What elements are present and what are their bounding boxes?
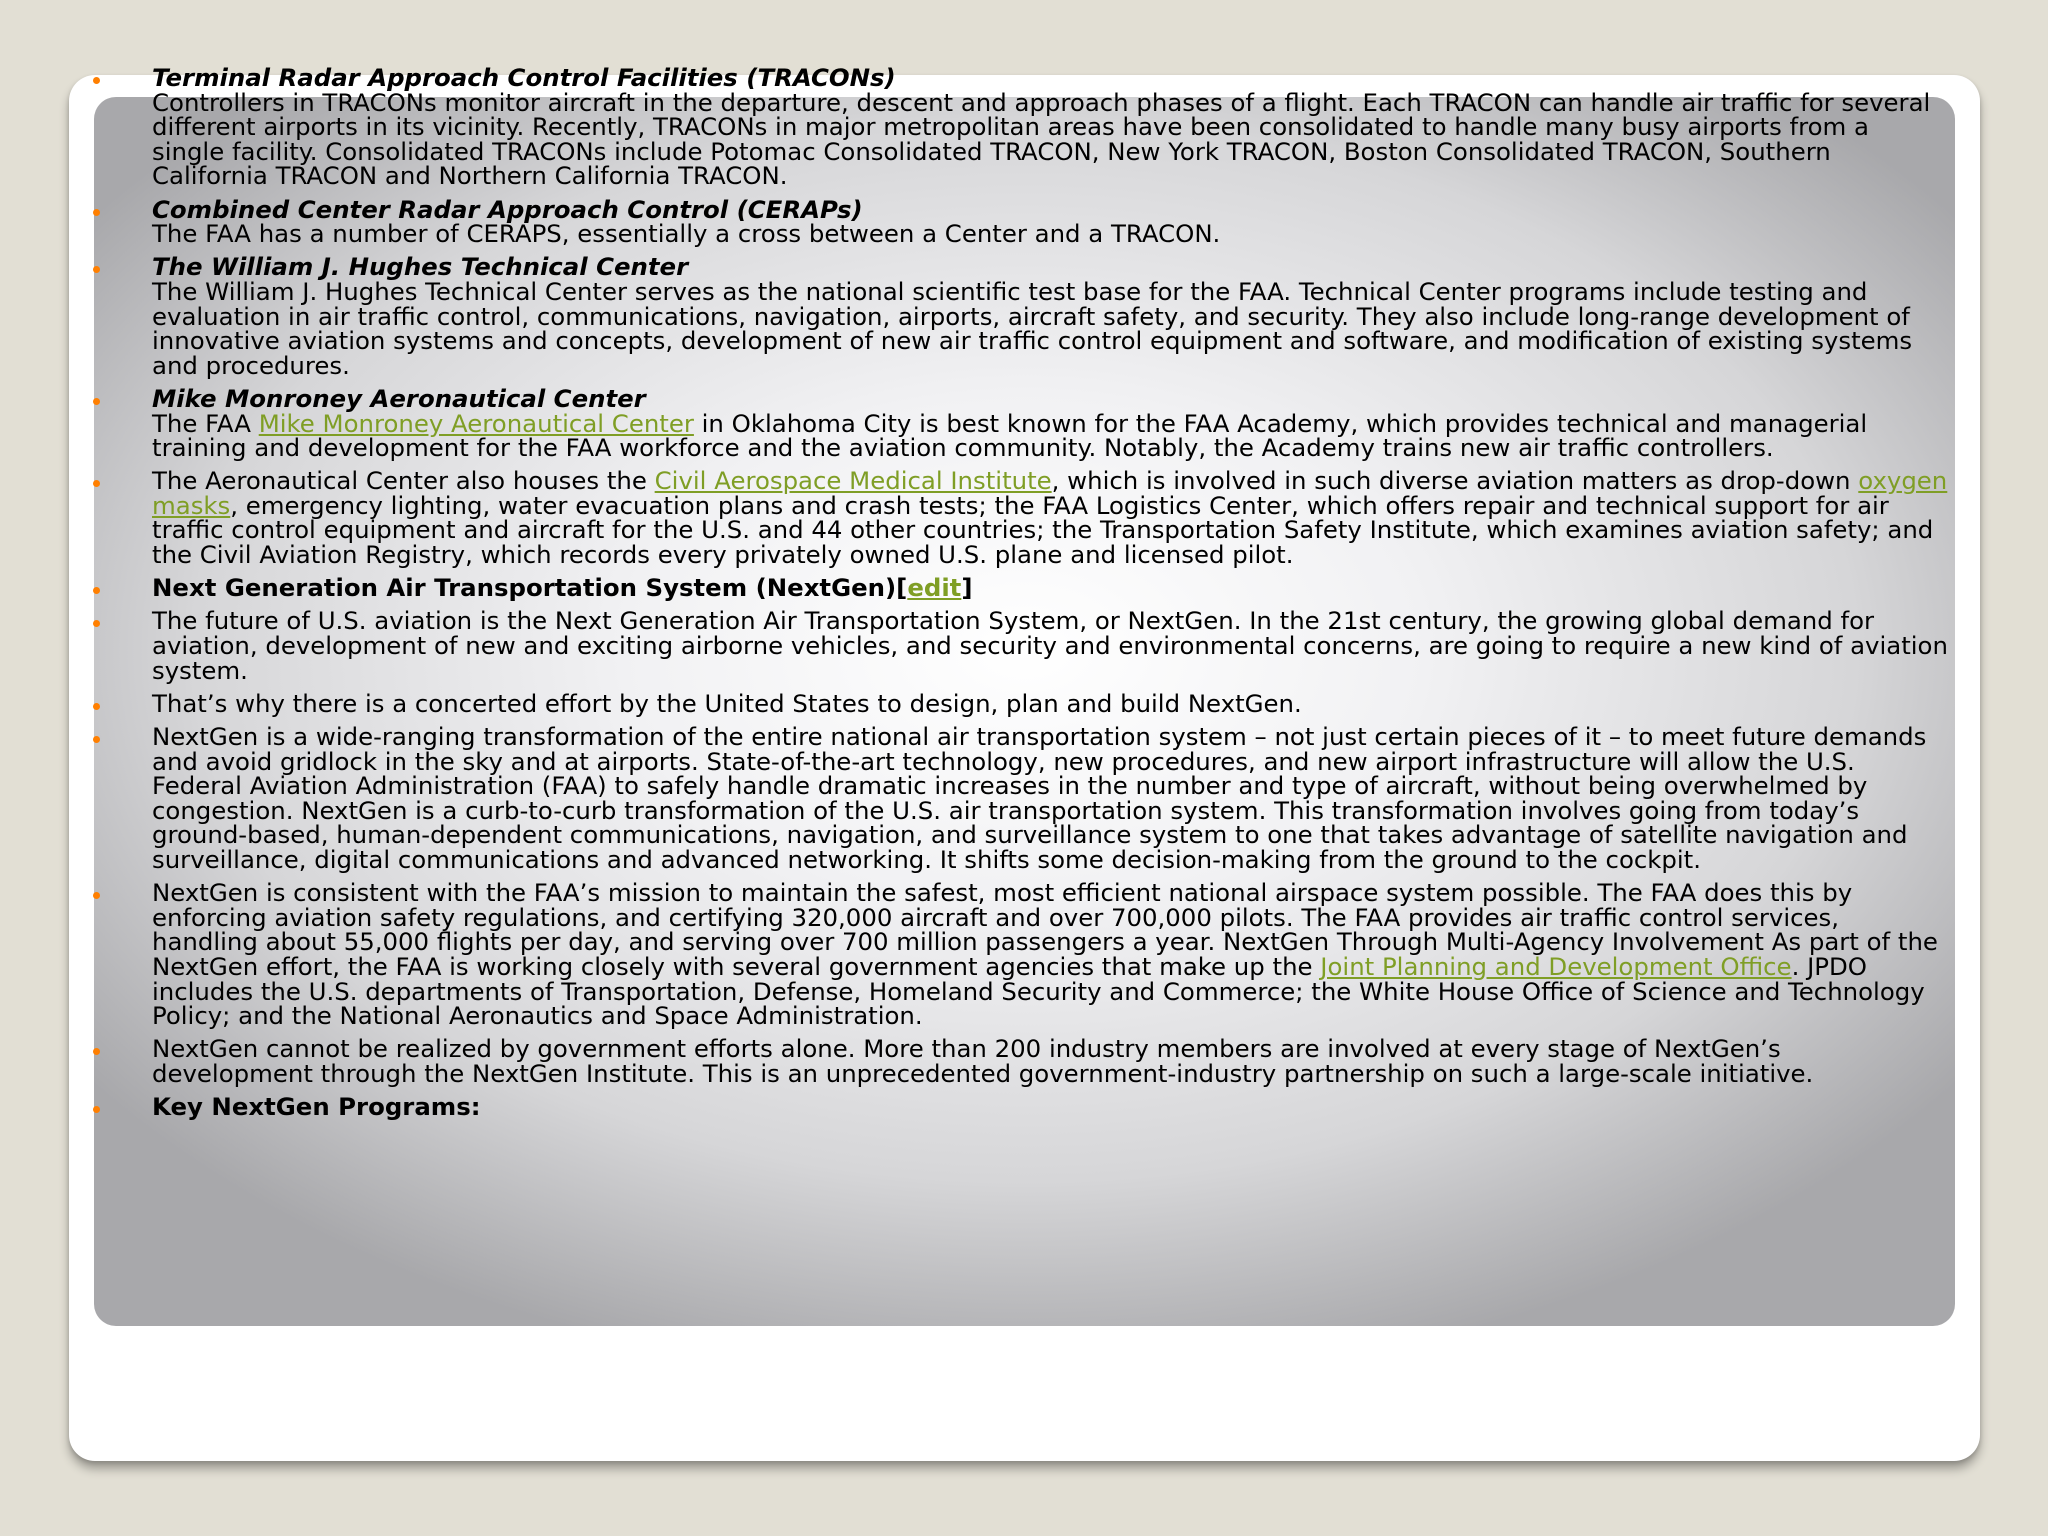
bullet-nextgen-transformation bbox=[88, 722, 1948, 874]
bullet-body: The future of U.S. aviation is the Next Generation Air Transportation System, or NextGen. In the 21st century, the growing global demand for aviation, development of new and exciting airborne vehicles, and security and environmental concerns, are going to require a new kind of aviation system. bbox=[152, 606, 1948, 685]
bullet-body-text: The FAA bbox=[152, 408, 259, 438]
bullet-body: The William J. Hughes Technical Center serves as the national scientific test base for the FAA. Technical Center programs include testing and evaluation in air traffic control, communications, navigation, airports, aircraft safety, and security. They also include long-range development of innovative aviation systems and concepts, development of new air traffic control equipment and software, and modification of existing systems and procedures. bbox=[152, 276, 1913, 380]
bullet-aeronautical-center bbox=[88, 466, 1948, 570]
bullet-heading: Mike Monroney Aeronautical Center bbox=[152, 383, 646, 413]
bullet-nextgen-effort bbox=[88, 688, 1948, 718]
bullet-ceraps bbox=[88, 194, 1948, 249]
bullet-nextgen-industry bbox=[88, 1034, 1948, 1088]
bullet-nextgen-future bbox=[88, 606, 1948, 685]
section-heading: Next Generation Air Transportation System (NextGen)[ bbox=[152, 573, 908, 603]
bullet-dot-icon bbox=[93, 736, 100, 743]
bullet-body-text: , which is involved in such diverse aviation matters as drop-down bbox=[1051, 466, 1859, 496]
section-heading-end: ] bbox=[961, 573, 973, 603]
bullet-dot-icon bbox=[93, 587, 100, 594]
bullet-list bbox=[88, 63, 1948, 1128]
bullet-heading: Combined Center Radar Approach Control (CERAPs) bbox=[152, 194, 863, 224]
bullet-monroney-center bbox=[88, 383, 1948, 463]
bullet-dot-icon bbox=[93, 266, 100, 273]
bullet-body: NextGen is a wide-ranging transformation of the entire national air transportation system – not just certain pieces of it – to meet future demands and avoid gridlock in the sky and at airports. State-of-the-art technology, new procedures, and new airport infrastructure will allow the U.S. Federal Aviation Administration (FAA) to safely handle dramatic increases in the number and type of aircraft, without being overwhelmed by congestion. NextGen is a curb-to-curb transformation of the U.S. air transportation system. This transformation involves going from today’s ground-based, human-dependent communications, navigation, and surveillance system to one that takes advantage of satellite navigation and surveillance, digital communications and advanced networking. It shifts some decision-making from the ground to the cockpit. bbox=[152, 722, 1927, 874]
bullet-nextgen-mission bbox=[88, 878, 1948, 1031]
bullet-key-programs bbox=[88, 1092, 1948, 1122]
medical-institute-link[interactable]: Civil Aerospace Medical Institute bbox=[654, 466, 1052, 496]
bullet-dot-icon bbox=[93, 1048, 100, 1055]
bullet-heading: The William J. Hughes Technical Center bbox=[152, 252, 689, 282]
bullet-dot-icon bbox=[93, 77, 100, 84]
bullet-body-text: in Oklahoma City is best known for the FAA Academy, which provides technical and managerial training and development for the FAA workforce and the aviation community. Notably, the Academy trains new air traffic controllers. bbox=[152, 408, 1868, 463]
bullet-tracons bbox=[88, 63, 1948, 191]
bullet-body-text: . JPDO includes the U.S. departments of Transportation, Defense, Homeland Security and Commerce; the White House Office of Science and Technology Policy; and the National Aeronautics and Space Administration. bbox=[152, 951, 1925, 1031]
bullet-body: NextGen cannot be realized by government efforts alone. More than 200 industry members are involved at every stage of NextGen’s development through the NextGen Institute. This is an unprecedented government-industry partnership on such a large-scale initiative. bbox=[152, 1034, 1814, 1088]
bullet-dot-icon bbox=[93, 209, 100, 216]
bullet-body: Controllers in TRACONs monitor aircraft in the departure, descent and approach phases of a flight. Each TRACON can handle air traffic for several different airports in its vicinity. Recently, TRACONs in major metropolitan areas have been consolidated to handle many busy airports from a single facility. Consolidated TRACONs include Potomac Consolidated TRACON, New York TRACON, Boston Consolidated TRACON, Southern California TRACON and Northern California TRACON. bbox=[152, 87, 1931, 191]
bullet-technical-center bbox=[88, 252, 1948, 380]
bullet-body-text: NextGen is consistent with the FAA’s mission to maintain the safest, most efficient national airspace system possible. The FAA does this by enforcing aviation safety regulations, and certifying 320,000 aircraft and over 700,000 pilots. The FAA provides air traffic control services, handling about 55,000 flights per day, and serving over 700 million passengers a year. NextGen Through Multi-Agency Involvement As part of the NextGen effort, the FAA is working closely with several government agencies that make up the bbox=[152, 878, 1938, 981]
edit-link[interactable]: edit bbox=[907, 573, 962, 603]
bullet-dot-icon bbox=[93, 703, 100, 710]
section-heading: Key NextGen Programs: bbox=[152, 1092, 481, 1122]
bullet-dot-icon bbox=[93, 480, 100, 487]
bullet-dot-icon bbox=[93, 1106, 100, 1113]
bullet-heading: Terminal Radar Approach Control Facilities (TRACONs) bbox=[152, 63, 896, 92]
monroney-center-link[interactable]: Mike Monroney Aeronautical Center bbox=[258, 408, 694, 438]
bullet-body-text: , emergency lighting, water evacuation plans and crash tests; the FAA Logistics Center, which offers repair and technical support for air traffic control equipment and aircraft for the U.S. and 44 other countries; the Transportation Safety Institute, which examines aviation safety; and the Civil Aviation Registry, which records every privately owned U.S. plane and licensed pilot. bbox=[152, 490, 1934, 570]
bullet-dot-icon bbox=[93, 620, 100, 627]
bullet-body: The FAA has a number of CERAPS, essentially a cross between a Center and a TRACON. bbox=[152, 219, 1221, 249]
bullet-body-text: The Aeronautical Center also houses the bbox=[152, 466, 655, 496]
bullet-dot-icon bbox=[93, 398, 100, 405]
jpdo-link[interactable]: Joint Planning and Development Office bbox=[1320, 951, 1792, 981]
bullet-body: That’s why there is a concerted effort by the United States to design, plan and build NextGen. bbox=[152, 688, 1302, 718]
bullet-nextgen-heading bbox=[88, 573, 1948, 603]
oxygen-masks-link[interactable]: oxygen masks bbox=[152, 466, 1948, 520]
bullet-dot-icon bbox=[93, 892, 100, 899]
